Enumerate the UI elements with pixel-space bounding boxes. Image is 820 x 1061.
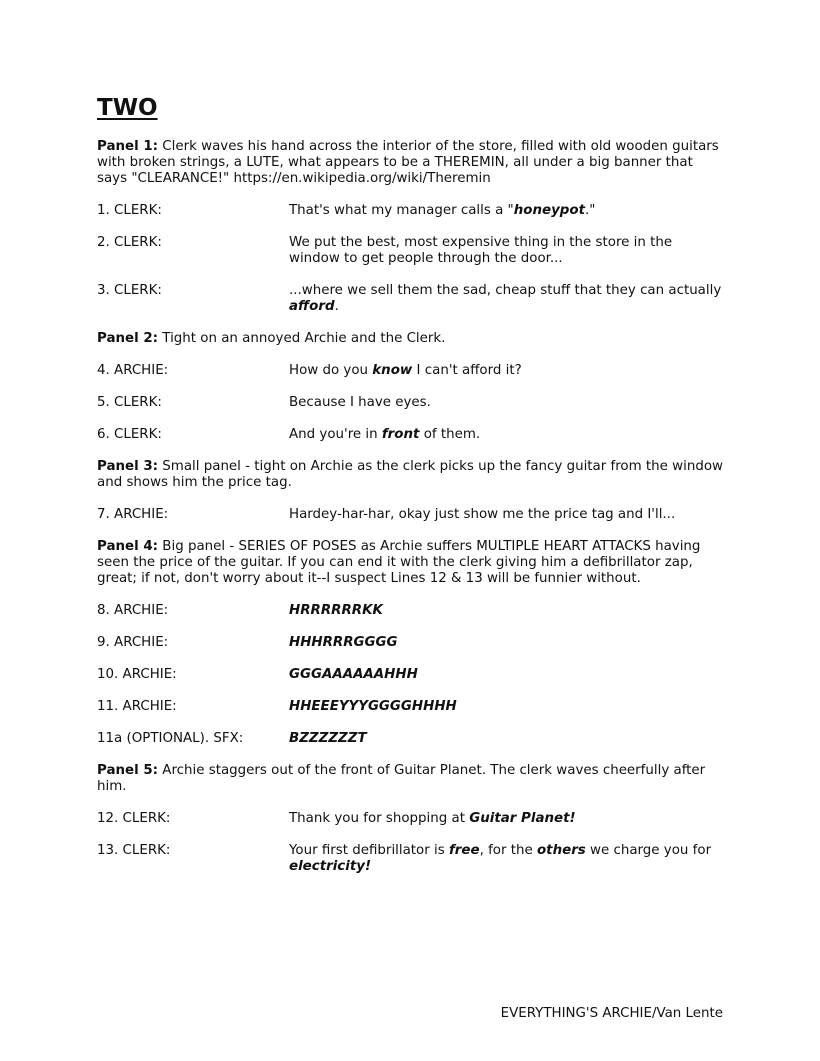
emphasis: afford bbox=[289, 299, 335, 314]
emphasis: free bbox=[448, 843, 480, 858]
emphasis: HRRRRRRKK bbox=[289, 603, 383, 618]
speaker-label: 2. CLERK: bbox=[97, 235, 162, 250]
dialogue-line bbox=[97, 811, 727, 827]
dialogue-line bbox=[97, 427, 727, 443]
dialogue-fragment: of them. bbox=[419, 427, 481, 442]
dialogue-fragment: We put the best, most expensive thing in the store in the window to get people through the door... bbox=[289, 235, 673, 266]
dialogue-fragment: Because I have eyes. bbox=[289, 395, 431, 410]
speaker-label: 7. ARCHIE: bbox=[97, 507, 169, 522]
dialogue-text bbox=[289, 635, 727, 651]
speaker-label: 11a (OPTIONAL). SFX: bbox=[97, 731, 244, 746]
dialogue-line bbox=[97, 363, 727, 379]
speaker-label: 10. ARCHIE: bbox=[97, 667, 177, 682]
dialogue-fragment: we charge you for bbox=[585, 843, 712, 858]
panel-label: Panel 2: bbox=[97, 331, 159, 346]
speaker-label: 12. CLERK: bbox=[97, 811, 171, 826]
dialogue-line bbox=[97, 507, 727, 523]
speaker-label: 13. CLERK: bbox=[97, 843, 171, 858]
dialogue-text bbox=[289, 507, 727, 523]
dialogue-line bbox=[97, 603, 727, 619]
dialogue-text bbox=[289, 843, 727, 875]
panel-text: Small panel - tight on Archie as the clerk picks up the fancy guitar from the window and shows him the price tag. bbox=[97, 459, 723, 490]
page-title: TWO bbox=[97, 95, 158, 121]
emphasis: honeypot bbox=[513, 203, 585, 218]
panel-label: Panel 4: bbox=[97, 539, 159, 554]
dialogue-text bbox=[289, 603, 727, 619]
dialogue-line bbox=[97, 203, 727, 219]
dialogue-line bbox=[97, 235, 727, 267]
speaker-label: 4. ARCHIE: bbox=[97, 363, 169, 378]
speaker-label: 5. CLERK: bbox=[97, 395, 162, 410]
dialogue-line bbox=[97, 667, 727, 683]
script-page bbox=[97, 94, 727, 891]
dialogue-text bbox=[289, 203, 727, 219]
dialogue-line bbox=[97, 635, 727, 651]
dialogue-text bbox=[289, 731, 727, 747]
speaker-label: 11. ARCHIE: bbox=[97, 699, 177, 714]
dialogue-fragment: I can't afford it? bbox=[412, 363, 522, 378]
emphasis: GGGAAAAAAHHH bbox=[289, 667, 418, 682]
dialogue-line bbox=[97, 395, 727, 411]
panel-label: Panel 5: bbox=[97, 763, 159, 778]
dialogue-fragment: Thank you for shopping at bbox=[289, 811, 470, 826]
dialogue-text bbox=[289, 427, 727, 443]
speaker-label: 8. ARCHIE: bbox=[97, 603, 169, 618]
speaker-label: 1. CLERK: bbox=[97, 203, 162, 218]
dialogue-fragment: How do you bbox=[289, 363, 373, 378]
speaker-label: 6. CLERK: bbox=[97, 427, 162, 442]
emphasis: front bbox=[381, 427, 420, 442]
dialogue-fragment: ." bbox=[584, 203, 596, 218]
emphasis: Guitar Planet! bbox=[469, 811, 576, 826]
panel-description bbox=[97, 331, 727, 347]
script-content bbox=[97, 139, 727, 875]
dialogue-text bbox=[289, 235, 727, 267]
dialogue-text bbox=[289, 811, 727, 827]
dialogue-text bbox=[289, 667, 727, 683]
panel-description bbox=[97, 459, 727, 491]
panel-text: Clerk waves his hand across the interior of the store, filled with old wooden guitars with broken strings, a LUTE, what appears to be a THEREMIN, all under a big banner that says "CLEARANCE!" https://en.wikipedia.org/wiki/Theremin bbox=[97, 139, 719, 186]
emphasis: know bbox=[372, 363, 413, 378]
speaker-label: 9. ARCHIE: bbox=[97, 635, 169, 650]
panel-text: Tight on an annoyed Archie and the Clerk. bbox=[162, 331, 446, 346]
page-footer: EVERYTHING'S ARCHIE/Van Lente bbox=[500, 1006, 723, 1021]
dialogue-line bbox=[97, 699, 727, 715]
emphasis: HHEEEYYYGGGGHHHH bbox=[289, 699, 457, 714]
emphasis: electricity! bbox=[289, 859, 372, 874]
dialogue-line bbox=[97, 283, 727, 315]
dialogue-fragment: ...where we sell them the sad, cheap stuff that they can actually bbox=[289, 283, 722, 298]
dialogue-text bbox=[289, 283, 727, 315]
dialogue-line bbox=[97, 731, 727, 747]
panel-text: Big panel - SERIES OF POSES as Archie suffers MULTIPLE HEART ATTACKS having seen the price of the guitar. If you can end it with the clerk giving him a defibrillator zap, great; if not, don't worry about it--I suspect Lines 12 & 13 will be funnier without. bbox=[97, 539, 701, 586]
dialogue-text bbox=[289, 699, 727, 715]
dialogue-fragment: And you're in bbox=[289, 427, 382, 442]
emphasis: BZZZZZZT bbox=[289, 731, 367, 746]
emphasis: others bbox=[536, 843, 586, 858]
dialogue-fragment: . bbox=[334, 299, 339, 314]
panel-description bbox=[97, 139, 727, 187]
dialogue-text bbox=[289, 395, 727, 411]
dialogue-fragment: That's what my manager calls a " bbox=[289, 203, 514, 218]
emphasis: HHHRRRGGGG bbox=[289, 635, 398, 650]
panel-label: Panel 1: bbox=[97, 139, 159, 154]
panel-label: Panel 3: bbox=[97, 459, 159, 474]
dialogue-line bbox=[97, 843, 727, 875]
panel-text: Archie staggers out of the front of Guitar Planet. The clerk waves cheerfully after him. bbox=[97, 763, 706, 794]
dialogue-fragment: , for the bbox=[479, 843, 537, 858]
dialogue-fragment: Your first defibrillator is bbox=[289, 843, 449, 858]
panel-description bbox=[97, 763, 727, 795]
dialogue-fragment: Hardey-har-har, okay just show me the price tag and I'll... bbox=[289, 507, 676, 522]
panel-description bbox=[97, 539, 727, 587]
speaker-label: 3. CLERK: bbox=[97, 283, 162, 298]
dialogue-text bbox=[289, 363, 727, 379]
